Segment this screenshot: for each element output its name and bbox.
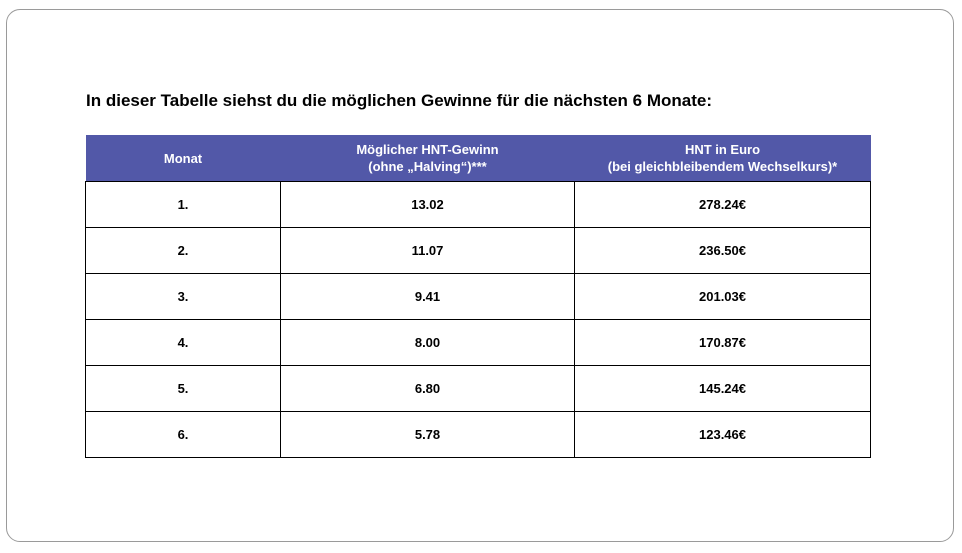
table-row <box>86 320 871 366</box>
cell-hnt: 5.78 <box>281 412 575 458</box>
cell-hnt: 13.02 <box>281 182 575 228</box>
header-month-label: Monat <box>163 150 203 166</box>
cell-month: 1. <box>86 182 281 228</box>
header-hnt-euro-line1: HNT in Euro <box>684 142 761 157</box>
table-heading: In dieser Tabelle siehst du die möglichen Gewinne für die nächsten 6 Monate: <box>86 91 712 110</box>
table-row <box>86 366 871 412</box>
header-hnt-euro <box>575 135 871 182</box>
table-row <box>86 412 871 458</box>
table-header-row <box>86 135 871 182</box>
header-hnt-gain <box>281 135 575 182</box>
table-row <box>86 274 871 320</box>
cell-month: 3. <box>86 274 281 320</box>
cell-month: 2. <box>86 228 281 274</box>
cell-month: 6. <box>86 412 281 458</box>
cell-euro: 145.24€ <box>575 366 871 412</box>
header-hnt-gain-line1: Möglicher HNT-Gewinn <box>356 142 499 157</box>
cell-euro: 123.46€ <box>575 412 871 458</box>
cell-euro: 278.24€ <box>575 182 871 228</box>
cell-month: 4. <box>86 320 281 366</box>
header-hnt-euro-line2: (bei gleichbleibendem Wechselkurs)* <box>607 159 838 174</box>
cell-hnt: 8.00 <box>281 320 575 366</box>
cell-month: 5. <box>86 366 281 412</box>
table-row <box>86 228 871 274</box>
cell-euro: 170.87€ <box>575 320 871 366</box>
cell-hnt: 11.07 <box>281 228 575 274</box>
cell-euro: 201.03€ <box>575 274 871 320</box>
cell-euro: 236.50€ <box>575 228 871 274</box>
cell-hnt: 9.41 <box>281 274 575 320</box>
header-hnt-gain-line2: (ohne „Halving“)*** <box>368 159 487 174</box>
gains-table <box>85 135 871 458</box>
header-month <box>86 135 281 182</box>
table-row <box>86 182 871 228</box>
cell-hnt: 6.80 <box>281 366 575 412</box>
